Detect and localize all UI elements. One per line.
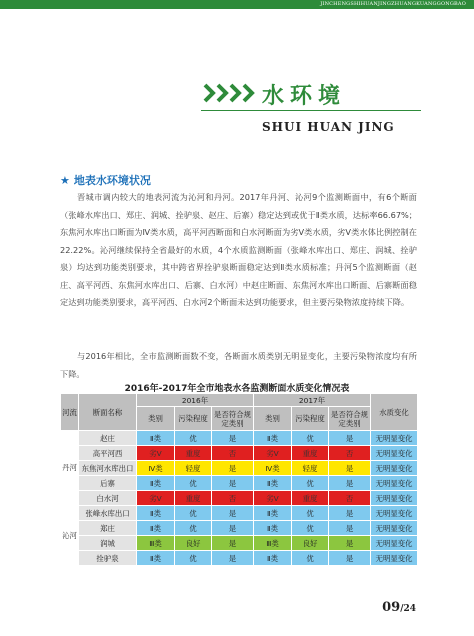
pollution-2016: 优 <box>175 506 212 521</box>
category-2016: Ⅲ类 <box>137 536 175 551</box>
pollution-2017: 优 <box>292 506 329 521</box>
category-2017: Ⅱ类 <box>254 506 292 521</box>
quality-change: 无明显变化 <box>371 431 418 446</box>
category-2017: 劣Ⅴ <box>254 446 292 461</box>
meets-2017: 是 <box>329 431 371 446</box>
meets-2016: 否 <box>212 491 254 506</box>
table-row <box>61 506 418 521</box>
category-2016: Ⅱ类 <box>137 521 175 536</box>
category-2016: Ⅳ类 <box>137 461 175 476</box>
table-row <box>61 431 418 446</box>
section-title: 地表水环境状况 <box>73 174 151 187</box>
page-current: 09 <box>382 600 401 615</box>
section-heading <box>60 172 151 188</box>
category-2016: Ⅱ类 <box>137 506 175 521</box>
station-name: 后寨 <box>79 476 137 491</box>
table-title: 2016年-2017年全市地表水各监测断面水质变化情况表 <box>124 384 350 394</box>
running-title: JINCHENGSHIHUANJINGZHUANGKUANGGONGBAO <box>320 1 466 7</box>
page-number <box>382 600 416 615</box>
river-name: 丹河 <box>61 431 79 506</box>
pollution-2017: 轻度 <box>292 461 329 476</box>
meets-2016: 是 <box>212 461 254 476</box>
quality-change: 无明显变化 <box>371 536 418 551</box>
pollution-2017: 优 <box>292 551 329 566</box>
category-2017: Ⅱ类 <box>254 551 292 566</box>
station-name: 张峰水库出口 <box>79 506 137 521</box>
meets-2016: 是 <box>212 431 254 446</box>
star-icon: ★ <box>60 174 70 187</box>
header-meets-2017: 是否符合规定类别 <box>329 407 371 431</box>
pollution-2016: 优 <box>175 431 212 446</box>
header-year-2016: 2016年 <box>137 394 254 407</box>
station-name: 拴驴泉 <box>79 551 137 566</box>
pollution-2017: 重度 <box>292 446 329 461</box>
paragraph-2: 与2016年相比，全市监测断面数不变，各断面水质类别无明显变化，主要污染物浓度均有所下降。 <box>60 351 417 379</box>
table-row <box>61 521 418 536</box>
header-change: 水质变化 <box>371 394 418 431</box>
header-category-2016: 类别 <box>137 407 175 431</box>
chapter-pinyin: SHUI HUAN JING <box>262 120 395 134</box>
table-row <box>61 551 418 566</box>
table-row <box>61 536 418 551</box>
meets-2017: 是 <box>329 551 371 566</box>
title-divider <box>201 110 421 111</box>
station-name: 高平河西 <box>79 446 137 461</box>
meets-2016: 是 <box>212 521 254 536</box>
top-bar <box>0 0 474 11</box>
table-row <box>61 461 418 476</box>
table-row <box>61 476 418 491</box>
table-row <box>61 491 418 506</box>
pollution-2017: 重度 <box>292 491 329 506</box>
meets-2017: 是 <box>329 476 371 491</box>
quality-change: 无明显变化 <box>371 446 418 461</box>
pollution-2016: 重度 <box>175 446 212 461</box>
category-2017: 劣Ⅴ <box>254 491 292 506</box>
category-2016: Ⅱ类 <box>137 476 175 491</box>
water-quality-table <box>60 393 418 566</box>
table-row <box>61 446 418 461</box>
meets-2017: 是 <box>329 521 371 536</box>
pollution-2017: 优 <box>292 521 329 536</box>
station-name: 赵庄 <box>79 431 137 446</box>
meets-2017: 是 <box>329 536 371 551</box>
meets-2016: 是 <box>212 506 254 521</box>
pollution-2016: 优 <box>175 551 212 566</box>
category-2017: Ⅱ类 <box>254 521 292 536</box>
meets-2017: 是 <box>329 461 371 476</box>
meets-2017: 否 <box>329 446 371 461</box>
pollution-2016: 重度 <box>175 491 212 506</box>
category-2017: Ⅱ类 <box>254 476 292 491</box>
pollution-2016: 轻度 <box>175 461 212 476</box>
station-name: 东焦河水库出口 <box>79 461 137 476</box>
paragraph-1: 晋城市调内较大的地表河流为沁河和丹河。2017年丹河、沁河9个监测断面中，有6个断面（张峰水库出口、郑庄、润城、拴驴泉、赵庄、后寨）稳定达到或优于Ⅱ类水质，达标率66.67%；东焦河水库出口断面为Ⅳ类水质，高平河西断面和白水河断面为劣Ⅴ类水质，劣Ⅴ类水体比例控制在22.22%。沁河继续保持全省最好的水质，4个水质监测断面（张峰水库出口、郑庄、润城、拴驴泉）均达到功能类别要求，其中跨省界拴驴泉断面稳定达到Ⅱ类水质标准；丹河5个监测断面（赵庄、高平河西、东焦河水库出口、后寨、白水河）中赵庄断面、东焦河水库出口断面、后寨断面稳定达到功能类别要求，高平河西、白水河2个断面未达到功能要求，但主要污染物浓度持续下降。 <box>60 192 417 307</box>
pollution-2017: 优 <box>292 476 329 491</box>
header-pollution-2017: 污染程度 <box>292 407 329 431</box>
meets-2016: 否 <box>212 446 254 461</box>
quality-change: 无明显变化 <box>371 461 418 476</box>
pollution-2017: 良好 <box>292 536 329 551</box>
river-name: 沁河 <box>61 506 79 566</box>
meets-2017: 否 <box>329 491 371 506</box>
meets-2016: 是 <box>212 551 254 566</box>
station-name: 白水河 <box>79 491 137 506</box>
quality-change: 无明显变化 <box>371 506 418 521</box>
chapter-title: 水环境 <box>262 84 347 109</box>
header-station: 断面名称 <box>79 394 137 431</box>
meets-2016: 是 <box>212 536 254 551</box>
category-2016: 劣Ⅴ <box>137 446 175 461</box>
quality-change: 无明显变化 <box>371 551 418 566</box>
header-river: 河流 <box>61 394 79 431</box>
header-pollution-2016: 污染程度 <box>175 407 212 431</box>
category-2016: Ⅱ类 <box>137 551 175 566</box>
category-2017: Ⅳ类 <box>254 461 292 476</box>
category-2016: 劣Ⅴ <box>137 491 175 506</box>
category-2017: Ⅲ类 <box>254 536 292 551</box>
pollution-2016: 优 <box>175 476 212 491</box>
category-2017: Ⅱ类 <box>254 431 292 446</box>
pollution-2016: 良好 <box>175 536 212 551</box>
header-category-2017: 类别 <box>254 407 292 431</box>
meets-2017: 是 <box>329 506 371 521</box>
station-name: 郑庄 <box>79 521 137 536</box>
pollution-2016: 优 <box>175 521 212 536</box>
header-year-2017: 2017年 <box>254 394 371 407</box>
pollution-2017: 优 <box>292 431 329 446</box>
header-meets-2016: 是否符合规定类别 <box>212 407 254 431</box>
page-total: /24 <box>400 604 416 614</box>
top-bar-band <box>0 0 474 9</box>
quality-change: 无明显变化 <box>371 491 418 506</box>
category-2016: Ⅱ类 <box>137 431 175 446</box>
chevrons-icon <box>201 79 271 107</box>
station-name: 润城 <box>79 536 137 551</box>
quality-change: 无明显变化 <box>371 476 418 491</box>
meets-2016: 是 <box>212 476 254 491</box>
quality-change: 无明显变化 <box>371 521 418 536</box>
